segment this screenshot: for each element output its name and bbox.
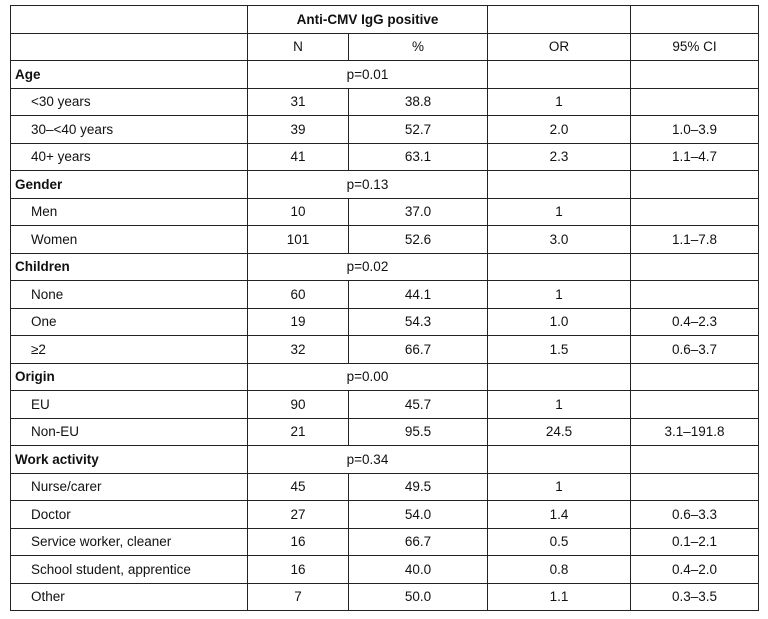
table-row [11, 88, 759, 116]
group-name: Age [11, 61, 248, 89]
row-n: 31 [248, 88, 349, 116]
table-row [11, 143, 759, 171]
row-percent: 37.0 [349, 198, 488, 226]
row-percent: 52.6 [349, 226, 488, 254]
header-empty-cell [11, 33, 248, 61]
row-ci: 3.1–191.8 [631, 418, 759, 446]
group-header-row [11, 363, 759, 391]
row-n: 21 [248, 418, 349, 446]
group-name: Work activity [11, 446, 248, 474]
header-row-columns [11, 33, 759, 61]
column-header-ci: 95% CI [631, 33, 759, 61]
row-or: 1 [488, 88, 631, 116]
row-n: 41 [248, 143, 349, 171]
header-empty-cell [11, 6, 248, 34]
row-n: 7 [248, 583, 349, 611]
column-header-n: N [248, 33, 349, 61]
row-ci [631, 473, 759, 501]
row-or: 0.5 [488, 528, 631, 556]
row-or: 2.0 [488, 116, 631, 144]
row-percent: 95.5 [349, 418, 488, 446]
row-n: 39 [248, 116, 349, 144]
empty-cell [631, 446, 759, 474]
header-group-title: Anti-CMV IgG positive [248, 6, 488, 34]
row-percent: 66.7 [349, 336, 488, 364]
row-or: 1 [488, 473, 631, 501]
row-percent: 49.5 [349, 473, 488, 501]
row-label: Men [11, 198, 248, 226]
table-row [11, 336, 759, 364]
row-label: ≥2 [11, 336, 248, 364]
table-row [11, 418, 759, 446]
row-ci: 1.1–4.7 [631, 143, 759, 171]
group-header-row [11, 171, 759, 199]
header-empty-cell [631, 6, 759, 34]
row-percent: 54.3 [349, 308, 488, 336]
row-label: School student, apprentice [11, 556, 248, 584]
row-label: 30–<40 years [11, 116, 248, 144]
row-or: 1.5 [488, 336, 631, 364]
group-p-value: p=0.13 [248, 171, 488, 199]
empty-cell [488, 253, 631, 281]
table-row [11, 198, 759, 226]
table-row [11, 226, 759, 254]
row-percent: 52.7 [349, 116, 488, 144]
row-ci [631, 391, 759, 419]
group-p-value: p=0.34 [248, 446, 488, 474]
empty-cell [488, 61, 631, 89]
row-n: 101 [248, 226, 349, 254]
row-label: One [11, 308, 248, 336]
empty-cell [631, 363, 759, 391]
table-row [11, 501, 759, 529]
row-n: 27 [248, 501, 349, 529]
row-ci: 0.1–2.1 [631, 528, 759, 556]
table-row [11, 308, 759, 336]
row-label: Service worker, cleaner [11, 528, 248, 556]
row-ci: 1.0–3.9 [631, 116, 759, 144]
table-row [11, 583, 759, 611]
row-or: 1.0 [488, 308, 631, 336]
row-label: Women [11, 226, 248, 254]
row-n: 16 [248, 528, 349, 556]
table-row [11, 556, 759, 584]
row-or: 24.5 [488, 418, 631, 446]
row-percent: 45.7 [349, 391, 488, 419]
table-row [11, 473, 759, 501]
empty-cell [488, 171, 631, 199]
row-n: 16 [248, 556, 349, 584]
row-label: EU [11, 391, 248, 419]
row-n: 60 [248, 281, 349, 309]
empty-cell [488, 363, 631, 391]
row-or: 1 [488, 391, 631, 419]
row-percent: 54.0 [349, 501, 488, 529]
row-or: 1 [488, 198, 631, 226]
table-body [11, 6, 759, 611]
header-empty-cell [488, 6, 631, 34]
group-header-row [11, 253, 759, 281]
row-label: <30 years [11, 88, 248, 116]
group-header-row [11, 446, 759, 474]
table-row [11, 391, 759, 419]
row-percent: 38.8 [349, 88, 488, 116]
row-n: 10 [248, 198, 349, 226]
header-row-group [11, 6, 759, 34]
row-ci: 0.6–3.7 [631, 336, 759, 364]
row-label: Non-EU [11, 418, 248, 446]
group-name: Gender [11, 171, 248, 199]
row-percent: 66.7 [349, 528, 488, 556]
row-label: 40+ years [11, 143, 248, 171]
row-percent: 40.0 [349, 556, 488, 584]
column-header-percent: % [349, 33, 488, 61]
row-percent: 50.0 [349, 583, 488, 611]
row-or: 0.8 [488, 556, 631, 584]
empty-cell [488, 446, 631, 474]
row-ci: 0.3–3.5 [631, 583, 759, 611]
row-ci: 0.4–2.3 [631, 308, 759, 336]
row-ci: 0.4–2.0 [631, 556, 759, 584]
row-label: Nurse/carer [11, 473, 248, 501]
empty-cell [631, 253, 759, 281]
row-ci [631, 88, 759, 116]
row-n: 19 [248, 308, 349, 336]
row-ci [631, 198, 759, 226]
empty-cell [631, 61, 759, 89]
row-percent: 44.1 [349, 281, 488, 309]
row-ci: 0.6–3.3 [631, 501, 759, 529]
row-or: 1 [488, 281, 631, 309]
cmv-results-table [10, 5, 759, 611]
table-row [11, 116, 759, 144]
group-header-row [11, 61, 759, 89]
table-row [11, 528, 759, 556]
group-p-value: p=0.01 [248, 61, 488, 89]
row-n: 32 [248, 336, 349, 364]
column-header-or: OR [488, 33, 631, 61]
row-or: 3.0 [488, 226, 631, 254]
empty-cell [631, 171, 759, 199]
row-ci [631, 281, 759, 309]
row-label: Other [11, 583, 248, 611]
group-name: Origin [11, 363, 248, 391]
table-row [11, 281, 759, 309]
row-or: 1.4 [488, 501, 631, 529]
row-ci: 1.1–7.8 [631, 226, 759, 254]
row-label: None [11, 281, 248, 309]
row-n: 45 [248, 473, 349, 501]
group-name: Children [11, 253, 248, 281]
group-p-value: p=0.00 [248, 363, 488, 391]
group-p-value: p=0.02 [248, 253, 488, 281]
row-n: 90 [248, 391, 349, 419]
row-percent: 63.1 [349, 143, 488, 171]
row-or: 1.1 [488, 583, 631, 611]
row-or: 2.3 [488, 143, 631, 171]
row-label: Doctor [11, 501, 248, 529]
